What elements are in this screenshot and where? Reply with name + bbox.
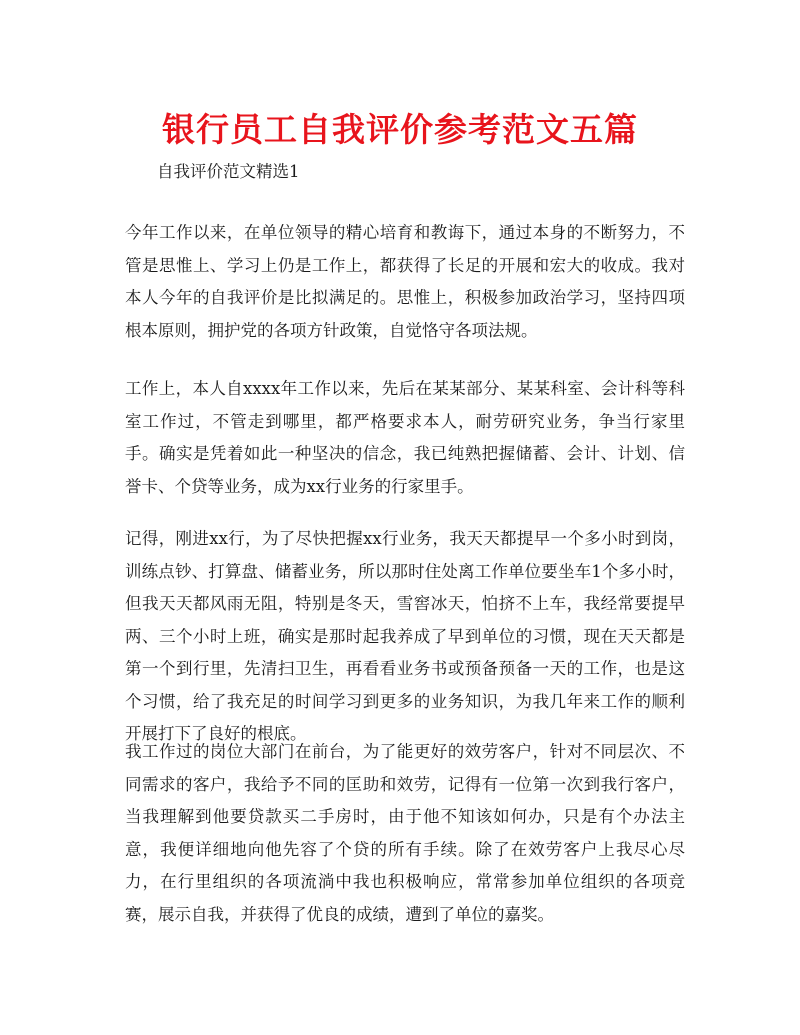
document-title: 银行员工自我评价参考范文五篇 — [162, 110, 638, 149]
paragraph-3: 记得，刚进xx行，为了尽快把握xx行业务，我天天都提早一个多小时到岗，训练点钞、打算盘、储蓄业务，所以那时住处离工作单位要坐车1个多小时，但我天天都风雨无阻，特别是冬天，雪窖冰天，怕挤不上车，我经常要提早两、三个小时上班，确实是那时起我养成了早到单位的习惯，现在天天都是第一个到行里，先清扫卫生，再看看业务书或预备预备一天的工作，也是这个习惯，给了我充足的时间学习到更多的业务知识，为我几年来工作的顺利开展打下了良好的根底。 — [125, 529, 685, 743]
document-subtitle: 自我评价范文精选1 — [157, 162, 300, 181]
paragraph-1: 今年工作以来，在单位领导的精心培育和教诲下，通过本身的不断努力，不管是思惟上、学习上仍是工作上，都获得了长足的开展和宏大的收成。我对本人今年的自我评价是比拟满足的。思惟上，积极参加政治学习，坚持四项根本原则，拥护党的各项方针政策，自觉恪守各项法规。 — [125, 223, 685, 340]
paragraph-2: 工作上，本人自xxxx年工作以来，先后在某某部分、某某科室、会计科等科室工作过，不管走到哪里，都严格要求本人，耐劳研究业务，争当行家里手。确实是凭着如此一种坚决的信念，我已纯熟把握储蓄、会计、计划、信誉卡、个贷等业务，成为xx行业务的行家里手。 — [125, 379, 685, 496]
paragraph-4: 我工作过的岗位大部门在前台，为了能更好的效劳客户，针对不同层次、不同需求的客户，我给予不同的匡助和效劳，记得有一位第一次到我行客户，当我理解到他要贷款买二手房时，由于他不知该如何办，只是有个办法主意，我便详细地向他先容了个贷的所有手续。除了在效劳客户上我尽心尽力，在行里组织的各项流淌中我也积极响应，常常参加单位组织的各项竞赛，展示自我，并获得了优良的成绩，遭到了单位的嘉奖。 — [125, 742, 685, 924]
